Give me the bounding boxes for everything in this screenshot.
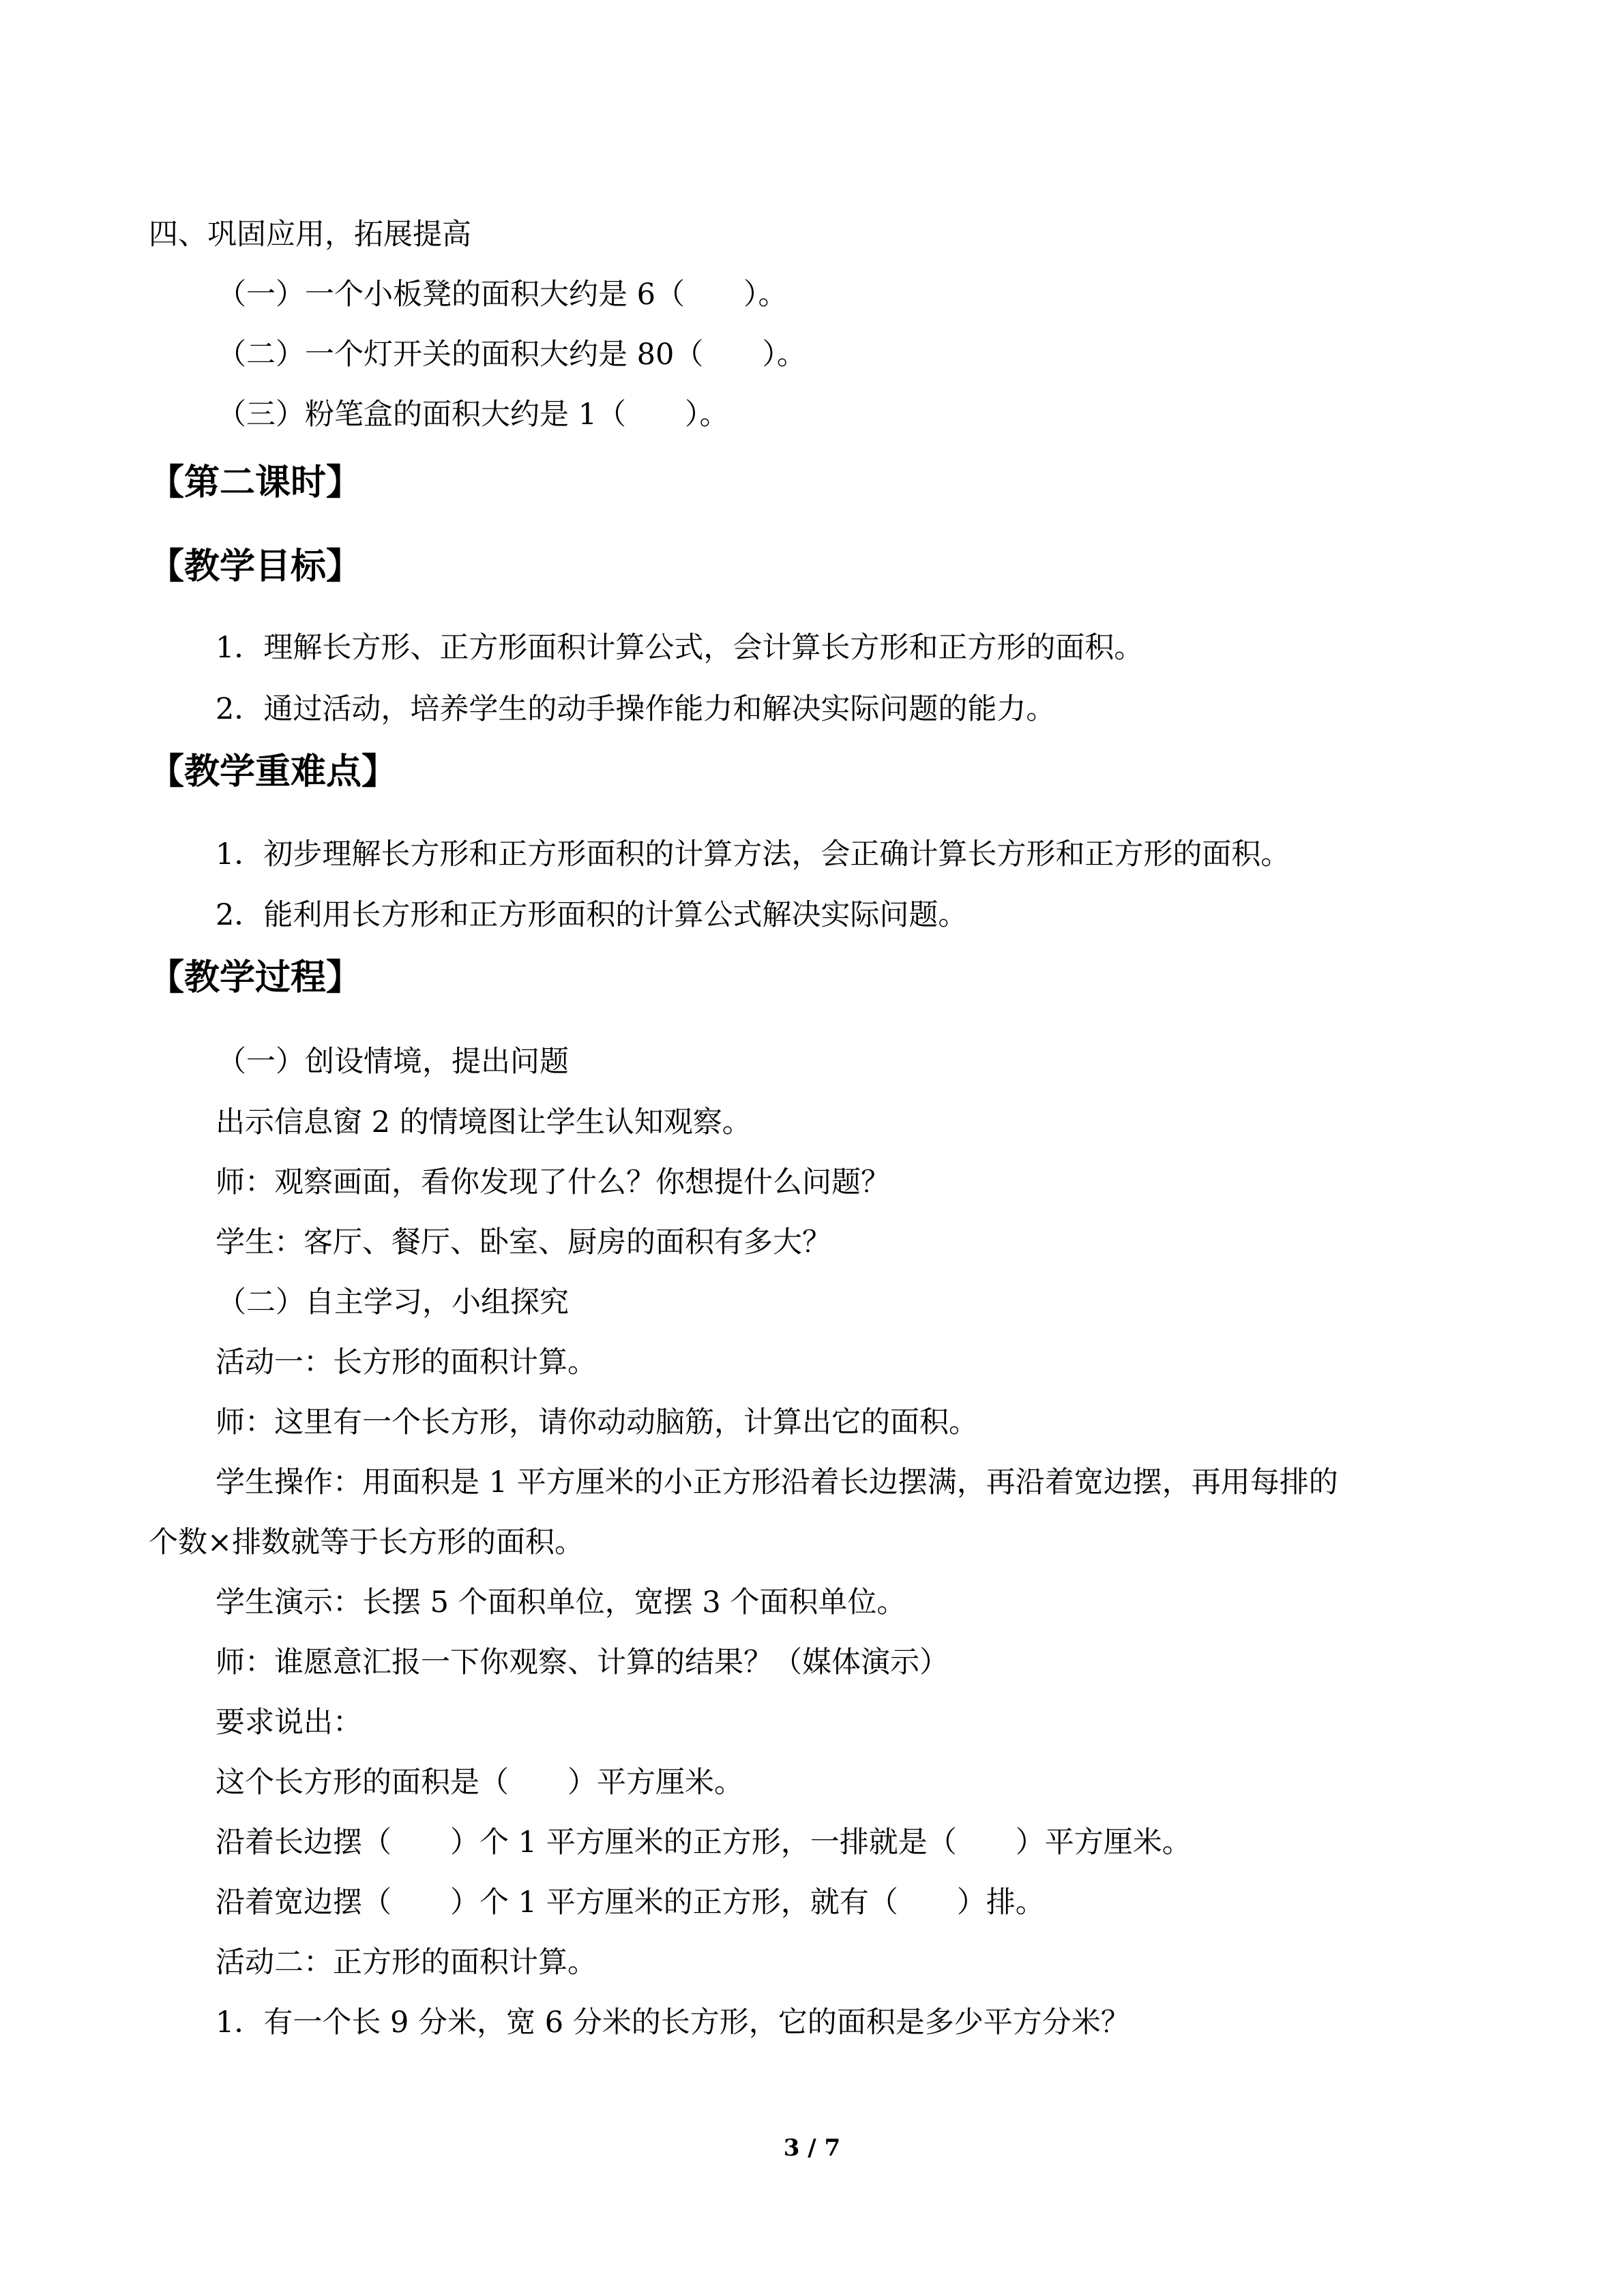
teaching-process-heading: 【教学过程】: [149, 957, 362, 998]
process-line-12: 要求说出：: [216, 1705, 362, 1740]
process-line-11: 师：谁愿意汇报一下你观察、计算的结果？（媒体演示）: [216, 1645, 949, 1680]
process-line-5: （二）自主学习，小组探究: [217, 1285, 569, 1320]
process-line-10: 学生演示：长摆 5 个面积单位，宽摆 3 个面积单位。: [216, 1585, 906, 1620]
goal-item-2: 2．通过活动，培养学生的动手操作能力和解决实际问题的能力。: [216, 692, 1056, 726]
process-line-7: 师：这里有一个长方形，请你动动脑筋，计算出它的面积。: [216, 1405, 978, 1440]
page-number: 3 / 7: [783, 2134, 841, 2162]
exercise-item-3: （三）粉笔盒的面积大约是 1（ ）。: [217, 398, 729, 432]
keypoint-item-2: 2．能利用长方形和正方形面积的计算公式解决实际问题。: [216, 898, 968, 932]
section-four-title: 四、巩固应用，拓展提高: [149, 218, 471, 252]
process-line-13: 这个长方形的面积是（ ）平方厘米。: [216, 1765, 743, 1800]
process-line-15: 沿着宽边摆（ ）个 1 平方厘米的正方形，就有（ ）排。: [216, 1885, 1045, 1920]
process-line-14: 沿着长边摆（ ）个 1 平方厘米的正方形，一排就是（ ）平方厘米。: [216, 1825, 1192, 1860]
goal-item-1: 1．理解长方形、正方形面积计算公式，会计算长方形和正方形的面积。: [216, 631, 1144, 665]
key-points-heading: 【教学重难点】: [149, 751, 398, 792]
process-line-8: 学生操作：用面积是 1 平方厘米的小正方形沿着长边摆满，再沿着宽边摆，再用每排的: [216, 1465, 1338, 1500]
process-line-2: 出示信息窗 2 的情境图让学生认知观察。: [216, 1105, 752, 1139]
process-line-1: （一）创设情境，提出问题: [217, 1045, 569, 1079]
process-line-3: 师：观察画面，看你发现了什么？你想提什么问题？: [216, 1165, 890, 1199]
process-line-9: 个数×排数就等于长方形的面积。: [149, 1525, 585, 1560]
process-line-6: 活动一：长方形的面积计算。: [216, 1345, 597, 1380]
process-line-17: 1．有一个长 9 分米，宽 6 分米的长方形，它的面积是多少平方分米？: [216, 2006, 1130, 2040]
teaching-goals-heading: 【教学目标】: [149, 546, 362, 587]
exercise-item-2: （二）一个灯开关的面积大约是 80（ ）。: [217, 338, 806, 372]
lesson-two-heading: 【第二课时】: [149, 462, 362, 503]
exercise-item-1: （一）一个小板凳的面积大约是 6（ ）。: [217, 278, 788, 312]
process-line-4: 学生：客厅、餐厅、卧室、厨房的面积有多大？: [216, 1225, 831, 1259]
process-line-16: 活动二：正方形的面积计算。: [216, 1945, 597, 1980]
keypoint-item-1: 1．初步理解长方形和正方形面积的计算方法，会正确计算长方形和正方形的面积。: [216, 837, 1290, 871]
